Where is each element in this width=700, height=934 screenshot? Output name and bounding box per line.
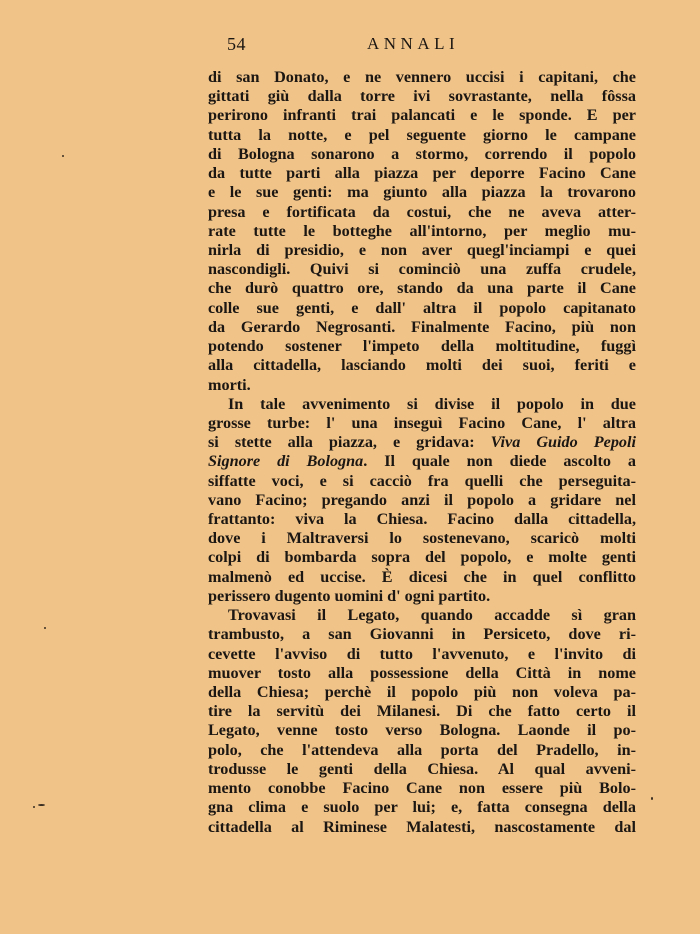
text-line: siffatte voci, e si cacciò fra quelli che perseguita- (208, 471, 636, 490)
text-line: cittadella al Riminese Malatesti, nascostamente dal (208, 817, 636, 836)
text-line: si stette alla piazza, e gridava: Viva Guido Pepoli (208, 433, 636, 452)
text-line: mento conobbe Facino Cane non essere più Bolo- (208, 779, 636, 798)
text-line: muover tosto alla possessione della Città in nome (208, 663, 636, 682)
text-line: polo, che l'attendeva alla porta del Pradello, in- (208, 740, 636, 759)
text-line: potendo sostener l'impeto della moltitudine, fuggì (208, 337, 636, 356)
page-header (0, 32, 700, 62)
ink-speck (62, 155, 64, 157)
text-line: cevette l'avviso di tutto l'avvenuto, e l'invito di (208, 644, 636, 663)
running-title: ANNALI (367, 34, 460, 53)
text-line: rate tutte le botteghe all'intorno, per meglio mu- (208, 221, 636, 240)
text-line: alla cittadella, lasciando molti dei suoi, feriti e (208, 356, 636, 375)
text-line: Signore di Bologna. Il quale non diede ascolto a (208, 452, 636, 471)
text-line: gittati giù dalla torre ivi sovrastante, nella fôssa (208, 87, 636, 106)
text-line: malmenò ed uccise. È dicesi che in quel conflitto (208, 567, 636, 586)
text-line: vano Facino; pregando anzi il popolo a gridare nel (208, 490, 636, 509)
text-line: della Chiesa; perchè il popolo più non voleva pa- (208, 683, 636, 701)
text-line: di san Donato, e ne vennero uccisi i capitani, che (208, 68, 636, 86)
text-line: trambusto, a san Giovanni in Persiceto, dove ri- (208, 625, 636, 644)
text-line: nascondigli. Quivi si cominciò una zuffa crudele, (208, 260, 636, 279)
text-line: dove i Maltraversi lo sostenevano, scaricò molti (208, 529, 636, 548)
text-line: di Bologna sonarono a stormo, correndo il popolo (208, 144, 636, 163)
text-line: trodusse le genti della Chiesa. Al qual avveni- (208, 759, 636, 778)
text-line: e le sue genti: ma giunto alla piazza la trovarono (208, 183, 636, 202)
text-line: tutta la notte, e pel seguente giorno le campane (208, 125, 636, 144)
text-line: che durò quattro ore, stando da una parte il Cane (208, 279, 636, 298)
text-line: morti. (208, 375, 251, 394)
text-line: grosse turbe: l' una inseguì Facino Cane, l' altra (208, 413, 636, 432)
ink-speck (33, 806, 35, 808)
body-text (208, 68, 636, 837)
ink-speck (651, 797, 653, 800)
ink-speck (38, 804, 45, 806)
text-line: frattanto: viva la Chiesa. Facino dalla cittadella, (208, 510, 636, 529)
text-line: Trovavasi il Legato, quando accadde sì gran (228, 606, 636, 625)
text-line: gna clima e suolo per lui; e, fatta consegna della (208, 798, 636, 817)
text-line: colpi di bombarda sopra del popolo, e molte genti (208, 548, 636, 567)
text-line: colle sue genti, e dall' altra il popolo capitanato (208, 298, 636, 317)
page-number: 54 (227, 34, 246, 54)
ink-speck (44, 627, 46, 629)
text-line: perissero dugento uomini d' ogni partito. (208, 586, 491, 605)
text-line: presa e fortificata da costui, che ne aveva atter- (208, 202, 636, 221)
text-line: tire la servitù dei Milanesi. Di che fatto certo il (208, 702, 636, 721)
text-line: perirono infranti trai palancati e le sponde. E per (208, 106, 636, 125)
text-line: nirla di presidio, e non aver quegl'inciampi e quei (208, 240, 636, 259)
text-line: da Gerardo Negrosanti. Finalmente Facino, più non (208, 317, 636, 336)
text-line: da tutte parti alla piazza per deporre Facino Cane (208, 164, 636, 183)
text-line: In tale avvenimento si divise il popolo in due (228, 394, 636, 413)
text-line: Legato, venne tosto verso Bologna. Laonde il po- (208, 721, 636, 740)
